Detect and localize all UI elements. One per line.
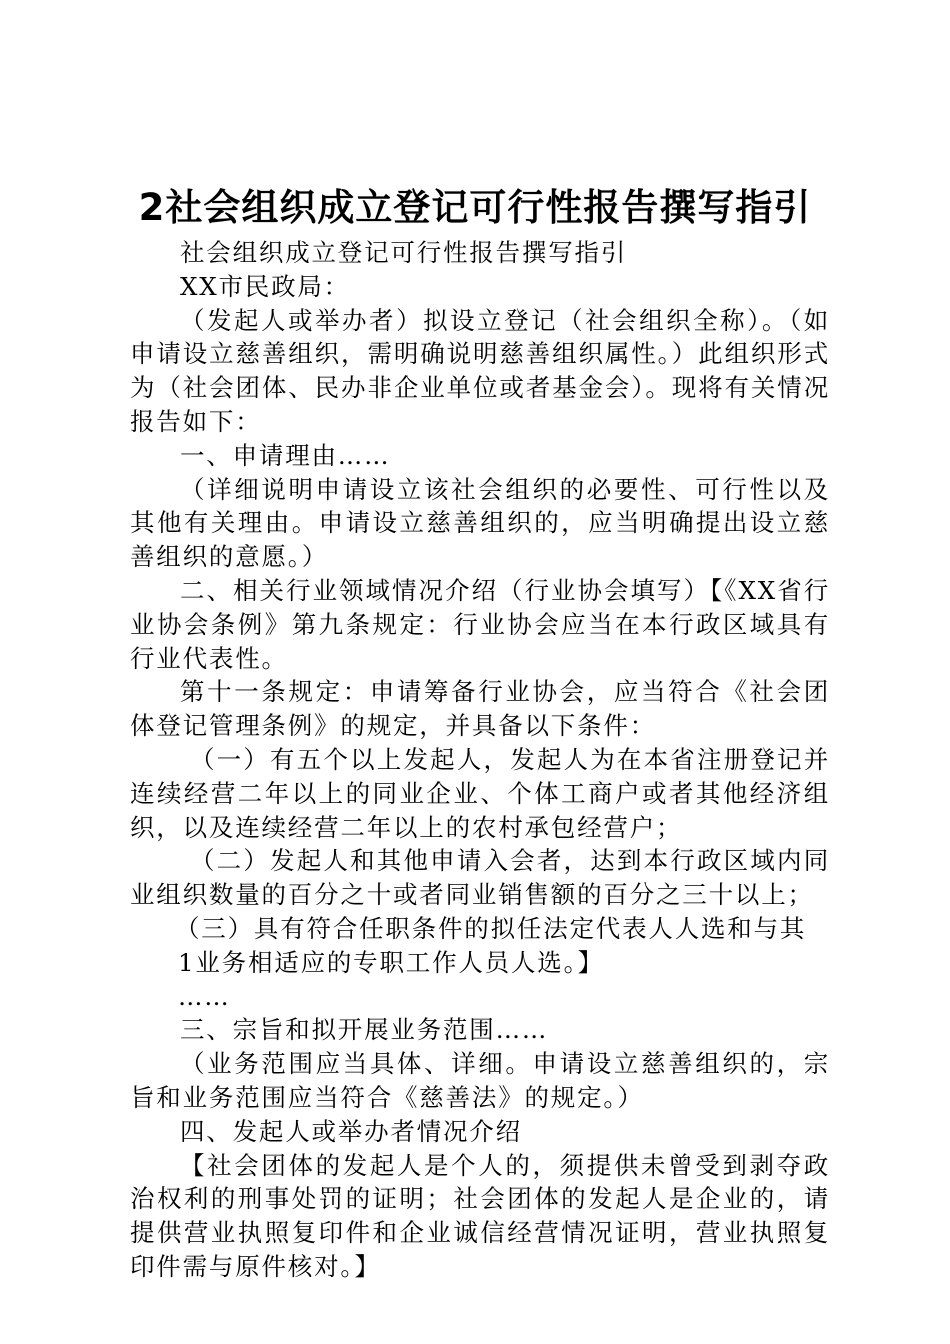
condition-1-paragraph: （一）有五个以上发起人，发起人为在本省注册登记并连续经营二年以上的同业企业、个体工商户或者其他经济组织，以及连续经营二年以上的农村承包经营户；: [130, 744, 830, 842]
section-2-heading: 二、相关行业领域情况介绍（行业协会填写）【《XX省行业协会条例》第九条规定：行业协会应当在本行政区域具有行业代表性。: [130, 575, 830, 673]
section-1-heading: 一、申请理由……: [180, 440, 391, 470]
section-3-paragraph: （业务范围应当具体、详细。申请设立慈善组织的，宗旨和业务范围应当符合《慈善法》的规定。）: [130, 1049, 830, 1112]
section-1-paragraph: （详细说明申请设立该社会组织的必要性、可行性以及其他有关理由。申请设立慈善组织的，应当明确提出设立慈善组织的意愿。）: [130, 474, 830, 572]
document-title: 2社会组织成立登记可行性报告撰写指引: [138, 186, 812, 229]
ellipsis-paragraph: ……: [178, 981, 231, 1011]
condition-3-continued: 1业务相适应的专职工作人员人选。】: [178, 947, 604, 977]
condition-3-paragraph: （三）具有符合任职条件的拟任法定代表人人选和与其: [175, 913, 807, 943]
subtitle-paragraph: 社会组织成立登记可行性报告撰写指引: [180, 238, 628, 267]
document-body: [130, 236, 830, 1284]
intro-paragraph: （发起人或举办者）拟设立登记（社会组织全称）。（如申请设立慈善组织，需明确说明慈善组织属性。）此组织形式为（社会团体、民办非企业单位或者基金会）。现将有关情况报告如下：: [130, 305, 830, 436]
condition-2-paragraph: （二）发起人和其他申请入会者，达到本行政区域内同业组织数量的百分之十或者同业销售额的百分之三十以上；: [130, 846, 830, 910]
section-2-paragraph: 第十一条规定：申请筹备行业协会，应当符合《社会团体登记管理条例》的规定，并具备以下条件：: [130, 677, 830, 741]
section-4-paragraph: 【社会团体的发起人是个人的，须提供未曾受到剥夺政治权利的刑事处罚的证明；社会团体的发起人是企业的，请提供营业执照复印件和企业诚信经营情况证明，营业执照复印件需与原件核对。】: [130, 1150, 830, 1281]
section-4-heading: 四、发起人或举办者情况介绍: [180, 1116, 522, 1146]
salutation-paragraph: XX市民政局：: [180, 271, 350, 301]
section-3-heading: 三、宗旨和拟开展业务范围……: [180, 1015, 549, 1045]
